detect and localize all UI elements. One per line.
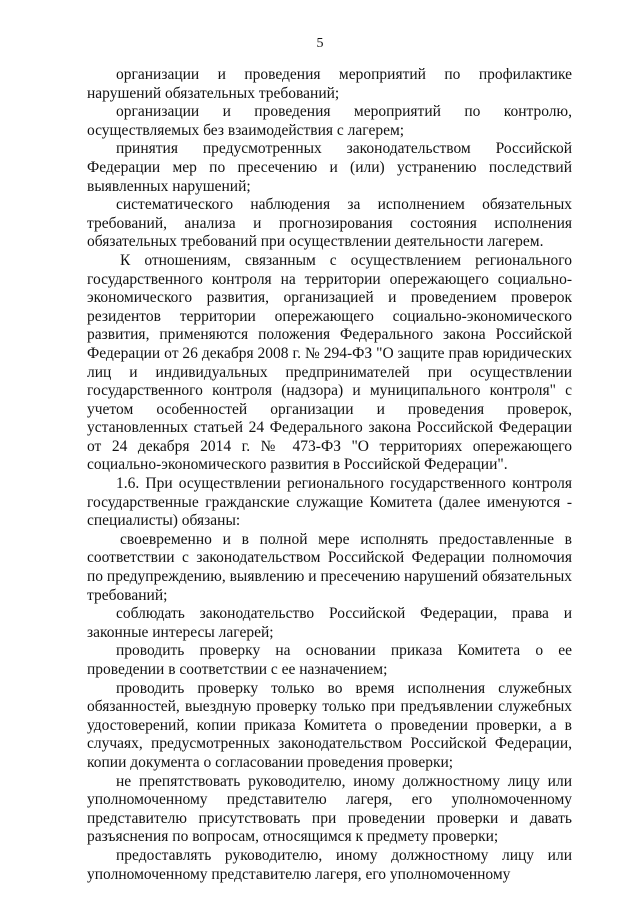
section-paragraph: 1.6. При осуществлении регионального государственного контроля государственные гражданские служащие Комитета (далее именуются - специалисты) обязаны: — [87, 475, 572, 530]
paragraph: принятия предусмотренных законодательством Российской Федерации мер по пресечению и (или) устранению последствий выявленных нарушений; — [87, 140, 572, 195]
paragraph: соблюдать законодательство Российской Федерации, права и законные интересы лагерей; — [87, 605, 572, 641]
paragraph: К отношениям, связанным с осуществлением регионального государственного контроля на территории опережающего социально-экономического развития, организацией и проведением проверок резидентов территории опережающего социально-экономического развития, применяются положения Федерального закона Российской Федерации от 26 декабря 2008 г. № 294-ФЗ "О защите прав юридических лиц и индивидуальных предпринимателей при осуществлении государственного контроля (надзора) и муниципального контроля" с учетом особенностей организации и проведения проверок, установленных статьей 24 Федерального закона Российской Федерации от 24 декабря 2014 г. № 473-ФЗ "О территориях опережающего социально-экономического развития в Российской Федерации". — [87, 251, 572, 474]
paragraph: не препятствовать руководителю, иному должностному лицу или уполномоченному представителю лагеря, его уполномоченному представителю присутствовать при проведении проверки и давать разъяснения по вопросам, относящимся к предмету проверки; — [87, 772, 572, 846]
paragraph: проводить проверку на основании приказа Комитета о ее проведении в соответствии с ее назначением; — [87, 642, 572, 678]
page-number: 5 — [316, 36, 324, 51]
paragraph: организации и проведения мероприятий по профилактике нарушений обязательных требований; — [87, 66, 572, 102]
paragraph: организации и проведения мероприятий по контролю, осуществляемых без взаимодействия с лагерем; — [87, 103, 572, 139]
document-body — [87, 66, 572, 884]
paragraph: предоставлять руководителю, иному должностному лицу или уполномоченному представителю лагеря, его уполномоченному — [87, 846, 572, 883]
paragraph: систематического наблюдения за исполнением обязательных требований, анализа и прогнозирования состояния исполнения обязательных требований при осуществлении деятельности лагерем. — [87, 196, 572, 251]
paragraph: своевременно и в полной мере исполнять предоставленные в соответствии с законодательством Российской Федерации полномочия по предупреждению, выявлению и пресечению нарушений обязательных требований; — [87, 530, 572, 604]
paragraph: проводить проверку только во время исполнения служебных обязанностей, выездную проверку только при предъявлении служебных удостоверений, копии приказа Комитета о проведении проверки, а в случаях, предусмотренных законодательством Российской Федерации, копии документа о согласовании проведения проверки; — [87, 679, 572, 771]
